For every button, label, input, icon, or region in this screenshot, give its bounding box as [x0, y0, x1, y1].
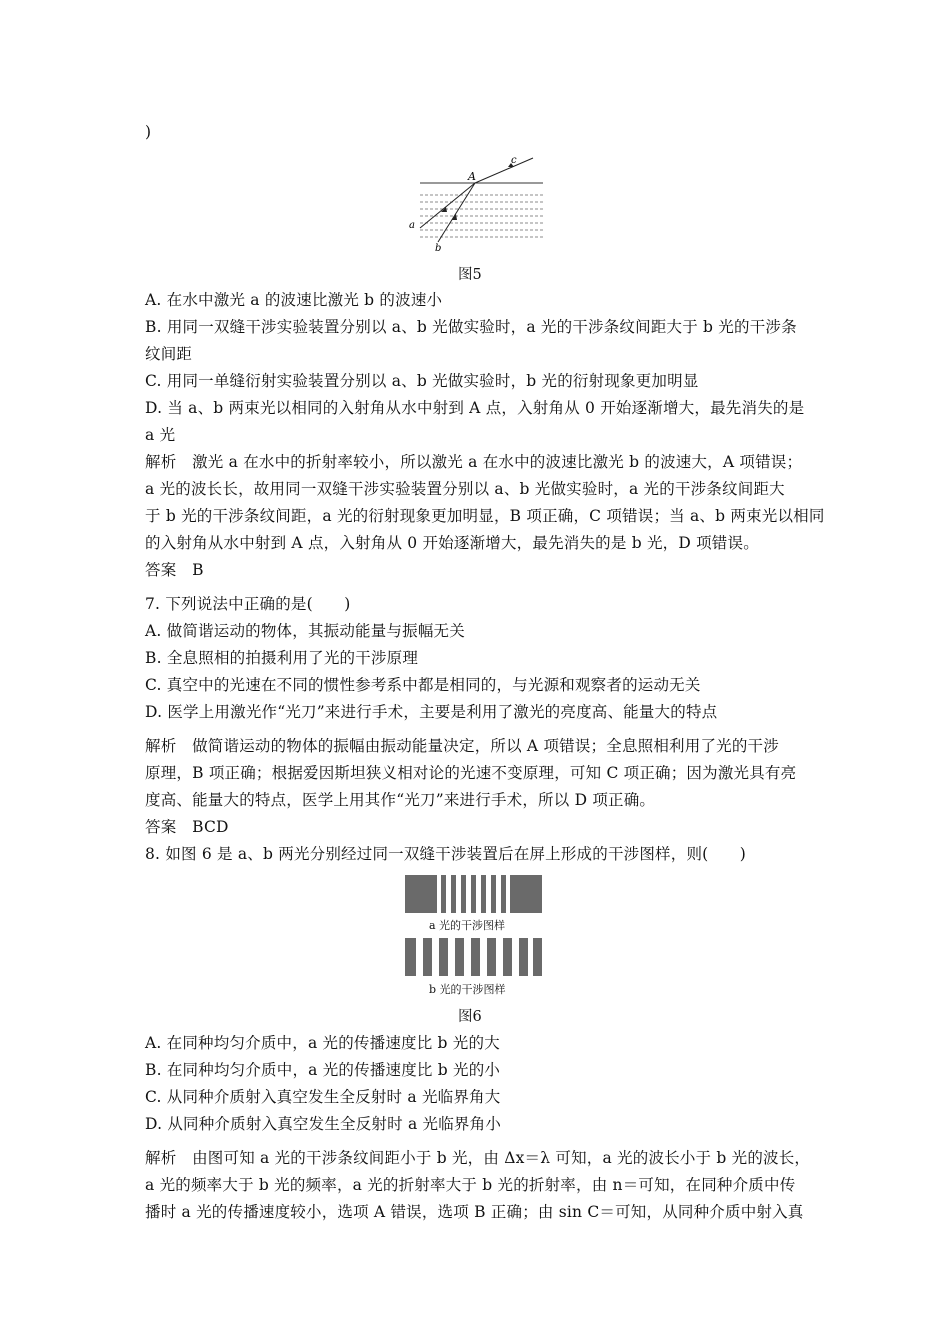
text-line: C. 用同一单缝衍射实验装置分别以 a、b 光做实验时，b 光的衍射现象更加明显	[145, 372, 699, 390]
text-line: a 光的波长长，故用同一双缝干涉实验装置分别以 a、b 光做实验时，a 光的干涉条纹间距大	[145, 480, 785, 498]
text-line: 7. 下列说法中正确的是( )	[145, 595, 351, 613]
text-line: C. 真空中的光速在不同的惯性参考系中都是相同的，与光源和观察者的运动无关	[145, 676, 701, 694]
text-line: D. 医学上用激光作“光刀”来进行手术，主要是利用了激光的亮度高、能量大的特点	[145, 703, 718, 721]
text-line: 解析 激光 a 在水中的折射率较小，所以激光 a 在水中的波速比激光 b 的波速大，A 项错误；	[145, 453, 803, 471]
text-line: A. 在水中激光 a 的波速比激光 b 的波速小	[145, 291, 443, 309]
text-line: A. 做简谐运动的物体，其振动能量与振幅无关	[145, 622, 465, 640]
label-A: A	[468, 170, 476, 183]
text-line: 度高、能量大的特点，医学上用其作“光刀”来进行手术，所以 D 项正确。	[145, 791, 656, 809]
fringe-label-a: a 光的干涉图样	[429, 919, 506, 932]
ray-a	[420, 183, 475, 228]
text-line: B. 全息照相的拍摄利用了光的干涉原理	[145, 649, 419, 667]
text-line: )	[145, 123, 152, 141]
label-c: c	[511, 155, 517, 166]
label-a: a	[409, 220, 415, 231]
text-line: B. 在同种均匀介质中，a 光的传播速度比 b 光的小	[145, 1061, 501, 1079]
text-line: 解析 由图可知 a 光的干涉条纹间距小于 b 光，由 Δx＝λ 可知，a 光的波长小于 b 光的波长，	[145, 1149, 811, 1167]
text-line: 播时 a 光的传播速度较小，选项 A 错误，选项 B 正确；由 sin C＝可知，从同种介质中射入真	[145, 1203, 804, 1221]
text-line: 解析 做简谐运动的物体的振幅由振动能量决定，所以 A 项错误；全息照相利用了光的干涉	[145, 737, 779, 755]
fringe-pattern-a	[405, 875, 542, 913]
text-line: 纹间距	[145, 345, 193, 363]
text-line: 原理，B 项正确；根据爱因斯坦狭义相对论的光速不变原理，可知 C 项正确；因为激光具有亮	[145, 764, 797, 782]
text-line: a 光的频率大于 b 光的频率，a 光的折射率大于 b 光的折射率，由 n＝可知，在同种介质中传	[145, 1176, 796, 1194]
figure-6-caption: 图6	[458, 1009, 482, 1025]
text-line: 8. 如图 6 是 a、b 两光分别经过同一双缝干涉装置后在屏上形成的干涉图样，则( )	[145, 845, 747, 863]
text-line: a 光	[145, 426, 176, 444]
text-line: D. 从同种介质射入真空发生全反射时 a 光临界角小	[145, 1115, 502, 1133]
label-b: b	[435, 243, 442, 254]
figure-5-refraction-diagram	[405, 150, 555, 258]
text-line: A. 在同种均匀介质中，a 光的传播速度比 b 光的大	[145, 1034, 500, 1052]
text-line: 答案 BCD	[145, 818, 229, 836]
figure-5-caption: 图5	[458, 267, 482, 283]
text-line: D. 当 a、b 两束光以相同的入射角从水中射到 A 点，入射角从 0 开始逐渐增大，最先消失的是	[145, 399, 805, 417]
text-line: 答案 B	[145, 561, 204, 579]
fringe-pattern-b	[405, 938, 542, 976]
text-line: C. 从同种介质射入真空发生全反射时 a 光临界角大	[145, 1088, 501, 1106]
ray-c	[475, 158, 533, 183]
text-line: 于 b 光的干涉条纹间距，a 光的衍射现象更加明显，B 项正确，C 项错误；当 a、b 两束光以相同	[145, 507, 825, 525]
text-line: 的入射角从水中射到 A 点，入射角从 0 开始逐渐增大，最先消失的是 b 光，D 项错误。	[145, 534, 759, 552]
ray-b	[438, 183, 475, 242]
text-line: B. 用同一双缝干涉实验装置分别以 a、b 光做实验时，a 光的干涉条纹间距大于 b 光的干涉条	[145, 318, 797, 336]
fringe-label-b: b 光的干涉图样	[429, 983, 506, 996]
